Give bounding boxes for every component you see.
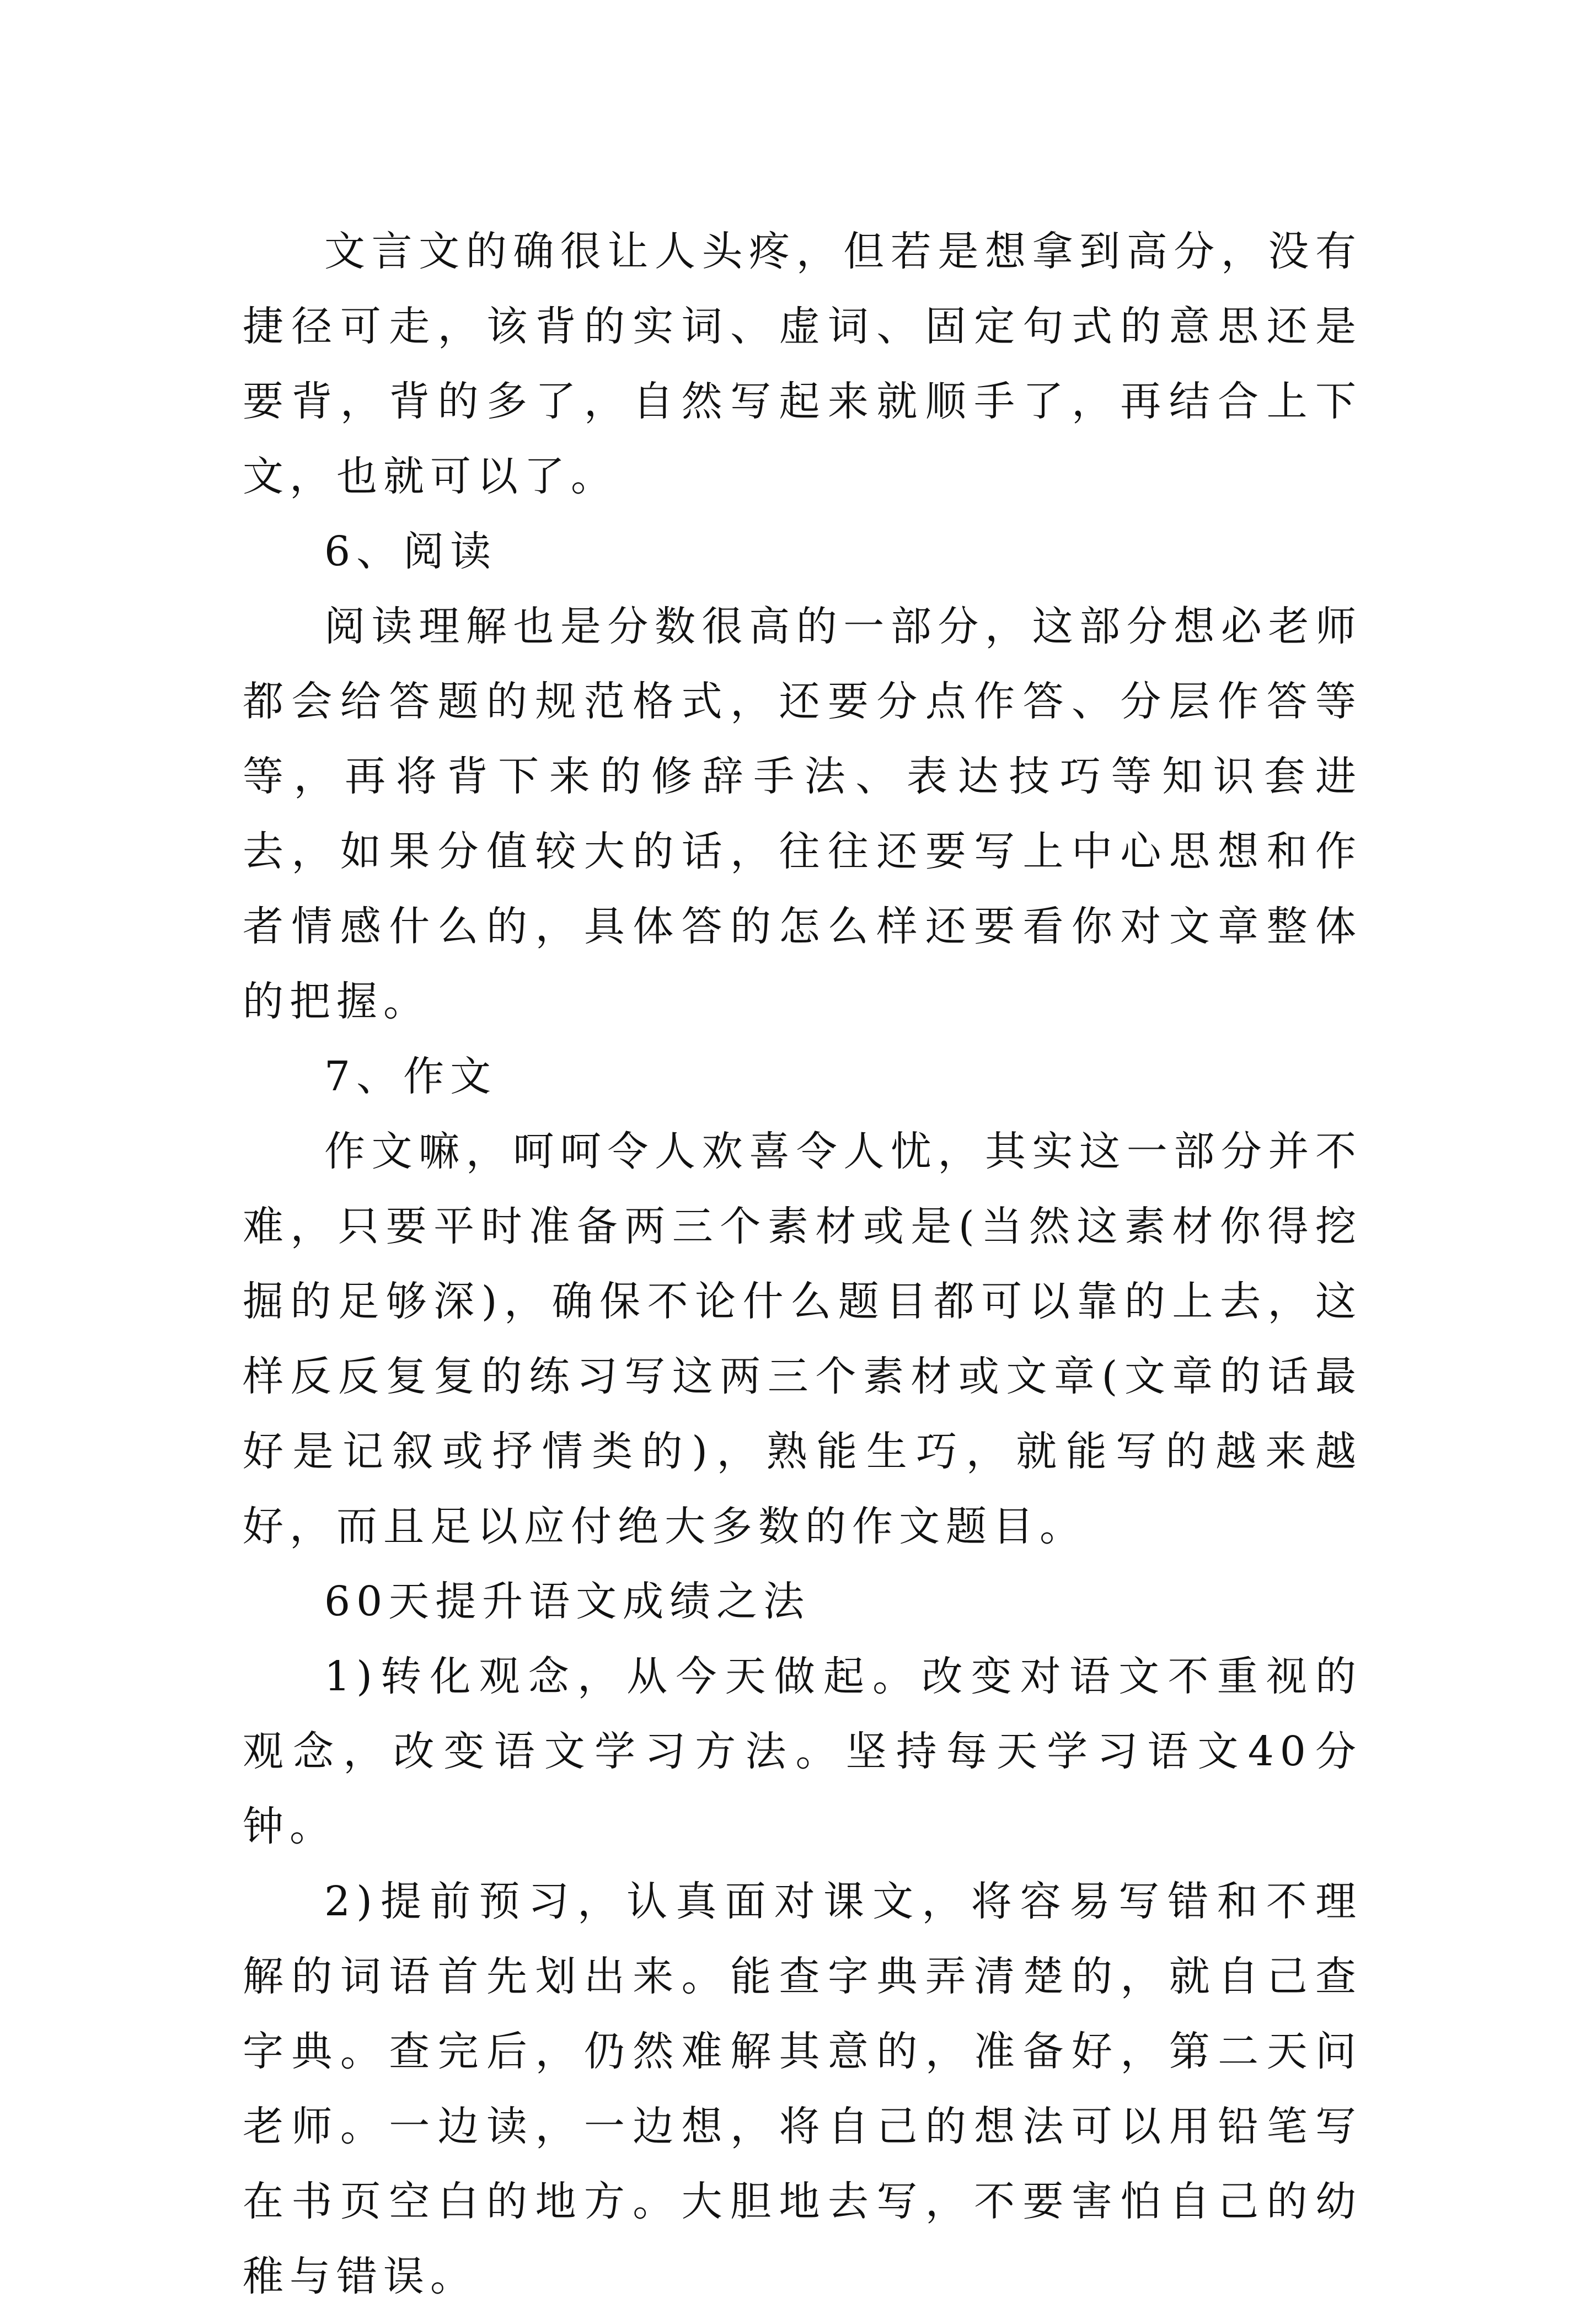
paragraph-reading: 阅读理解也是分数很高的一部分，这部分想必老师都会给答题的规范格式，还要分点作答、分层作答等等，再将背下来的修辞手法、表达技巧等知识套进去，如果分值较大的话，往往还要写上中心思想和作者情感什么的，具体答的怎么样还要看你对文章整体的把握。 <box>243 603 1362 1025</box>
paragraph-classical-chinese: 文言文的确很让人头疼，但若是想拿到高分，没有捷径可走，该背的实词、虚词、固定句式的意思还是要背，背的多了，自然写起来就顺手了，再结合上下文，也就可以了。 <box>243 228 1362 500</box>
section-heading-composition: 7、作文 <box>324 1053 497 1100</box>
paragraph-composition: 作文嘛，呵呵令人欢喜令人忧，其实这一部分并不难，只要平时准备两三个素材或是(当然这素材你得挖掘的足够深)，确保不论什么题目都可以靠的上去，这样反反复复的练习写这两三个素材或文章(文章的话最好是记叙或抒情类的)，熟能生巧，就能写的越来越好，而且足以应付绝大多数的作文题目。 <box>243 1128 1362 1550</box>
paragraph-tip-1: 1)转化观念，从今天做起。改变对语文不重视的观念，改变语文学习方法。坚持每天学习语文40分钟。 <box>243 1653 1362 1850</box>
section-heading-reading: 6、阅读 <box>324 528 497 575</box>
document-body <box>243 214 1362 2314</box>
paragraph-tip-2: 2)提前预习，认真面对课文，将容易写错和不理解的词语首先划出来。能查字典弄清楚的，就自己查字典。查完后，仍然难解其意的，准备好，第二天问老师。一边读，一边想，将自己的想法可以用铅笔写在书页空白的地方。大胆地去写，不要害怕自己的幼稚与错误。 <box>243 1878 1362 2300</box>
section-heading-60-days: 60天提升语文成绩之法 <box>324 1578 811 1625</box>
